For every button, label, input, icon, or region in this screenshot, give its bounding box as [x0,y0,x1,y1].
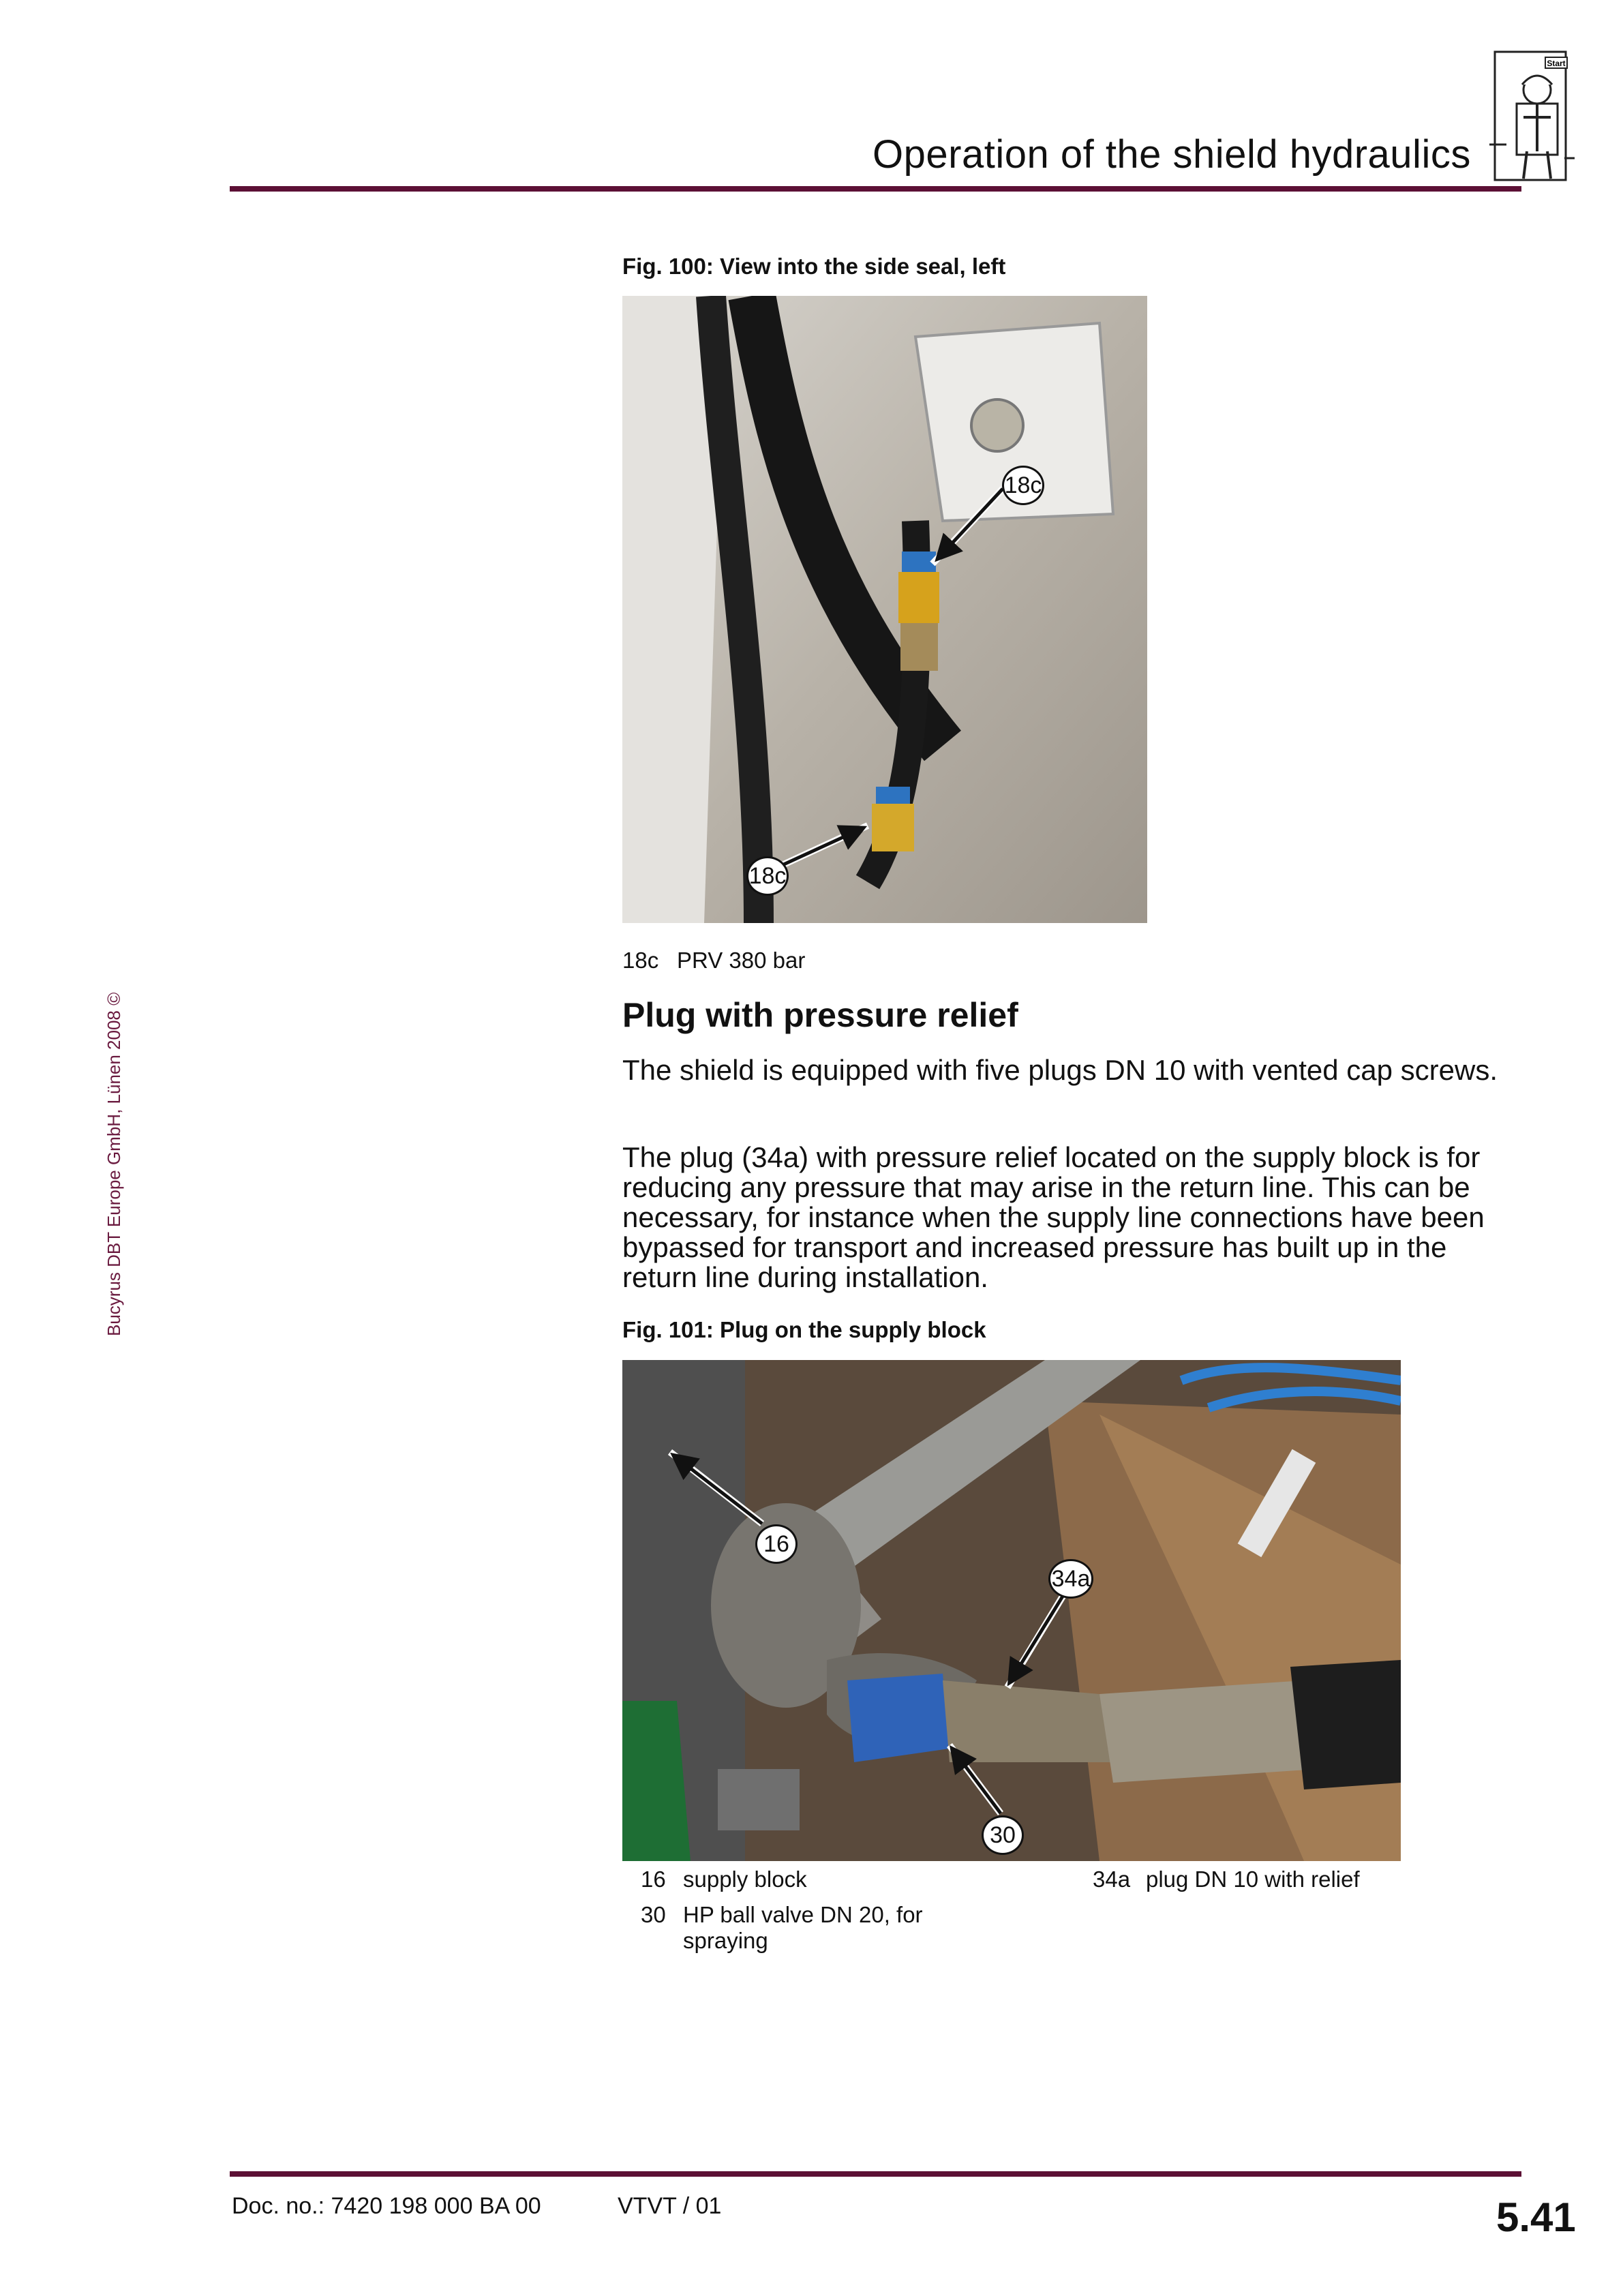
figure-101-legend-item [641,1867,807,1892]
header-rule [230,186,1521,192]
miner-start-icon [1489,49,1575,185]
legend-key: 30 [641,1902,666,1927]
figure-101-legend-item [1093,1867,1360,1892]
legend-text: HP ball valve DN 20, for spraying [683,1902,923,1953]
legend-text: supply block [683,1867,807,1892]
figure-101-caption: Fig. 101: Plug on the supply block [622,1317,986,1342]
paragraph: The plug (34a) with pressure relief located on the supply block is for reducing any pressure that may arise in the return line. This can be necessary, for instance when the supply line connections have been bypassed for transport and increased pressure has built up in the return line during installation. [622,1141,1485,1293]
figure-101-arrows [622,1360,1401,1861]
callout-18c-top: 18c [1002,466,1044,505]
legend-key: 34a [1093,1867,1131,1892]
figure-101-legend-item [641,1902,969,1954]
svg-text:Start: Start [1547,59,1566,68]
copyright-notice: Bucyrus DBT Europe GmbH, Lünen 2008 © [104,992,124,1336]
section-heading: Plug with pressure relief [622,996,1018,1034]
legend-text: plug DN 10 with relief [1146,1867,1360,1892]
legend-key: 16 [641,1867,666,1892]
figure-100-caption: Fig. 100: View into the side seal, left [622,254,1006,279]
callout-34a: 34a [1048,1559,1093,1599]
page-title: Operation of the shield hydraulics [873,132,1471,177]
callout-18c-bottom: 18c [746,856,789,896]
doc-number: Doc. no.: 7420 198 000 BA 00 [232,2193,541,2219]
figure-100-legend-item [622,948,805,973]
legend-text: PRV 380 bar [677,948,806,973]
paragraph: The shield is equipped with five plugs DN 10 with vented cap screws. [622,1054,1498,1086]
page-number: 5.41 [1496,2194,1576,2240]
callout-16: 16 [755,1524,798,1564]
legend-key: 18c [622,948,659,973]
footer-rule [230,2171,1521,2177]
doc-version: VTVT / 01 [618,2193,722,2219]
callout-30: 30 [982,1815,1024,1855]
figure-100-arrows [622,296,1147,923]
